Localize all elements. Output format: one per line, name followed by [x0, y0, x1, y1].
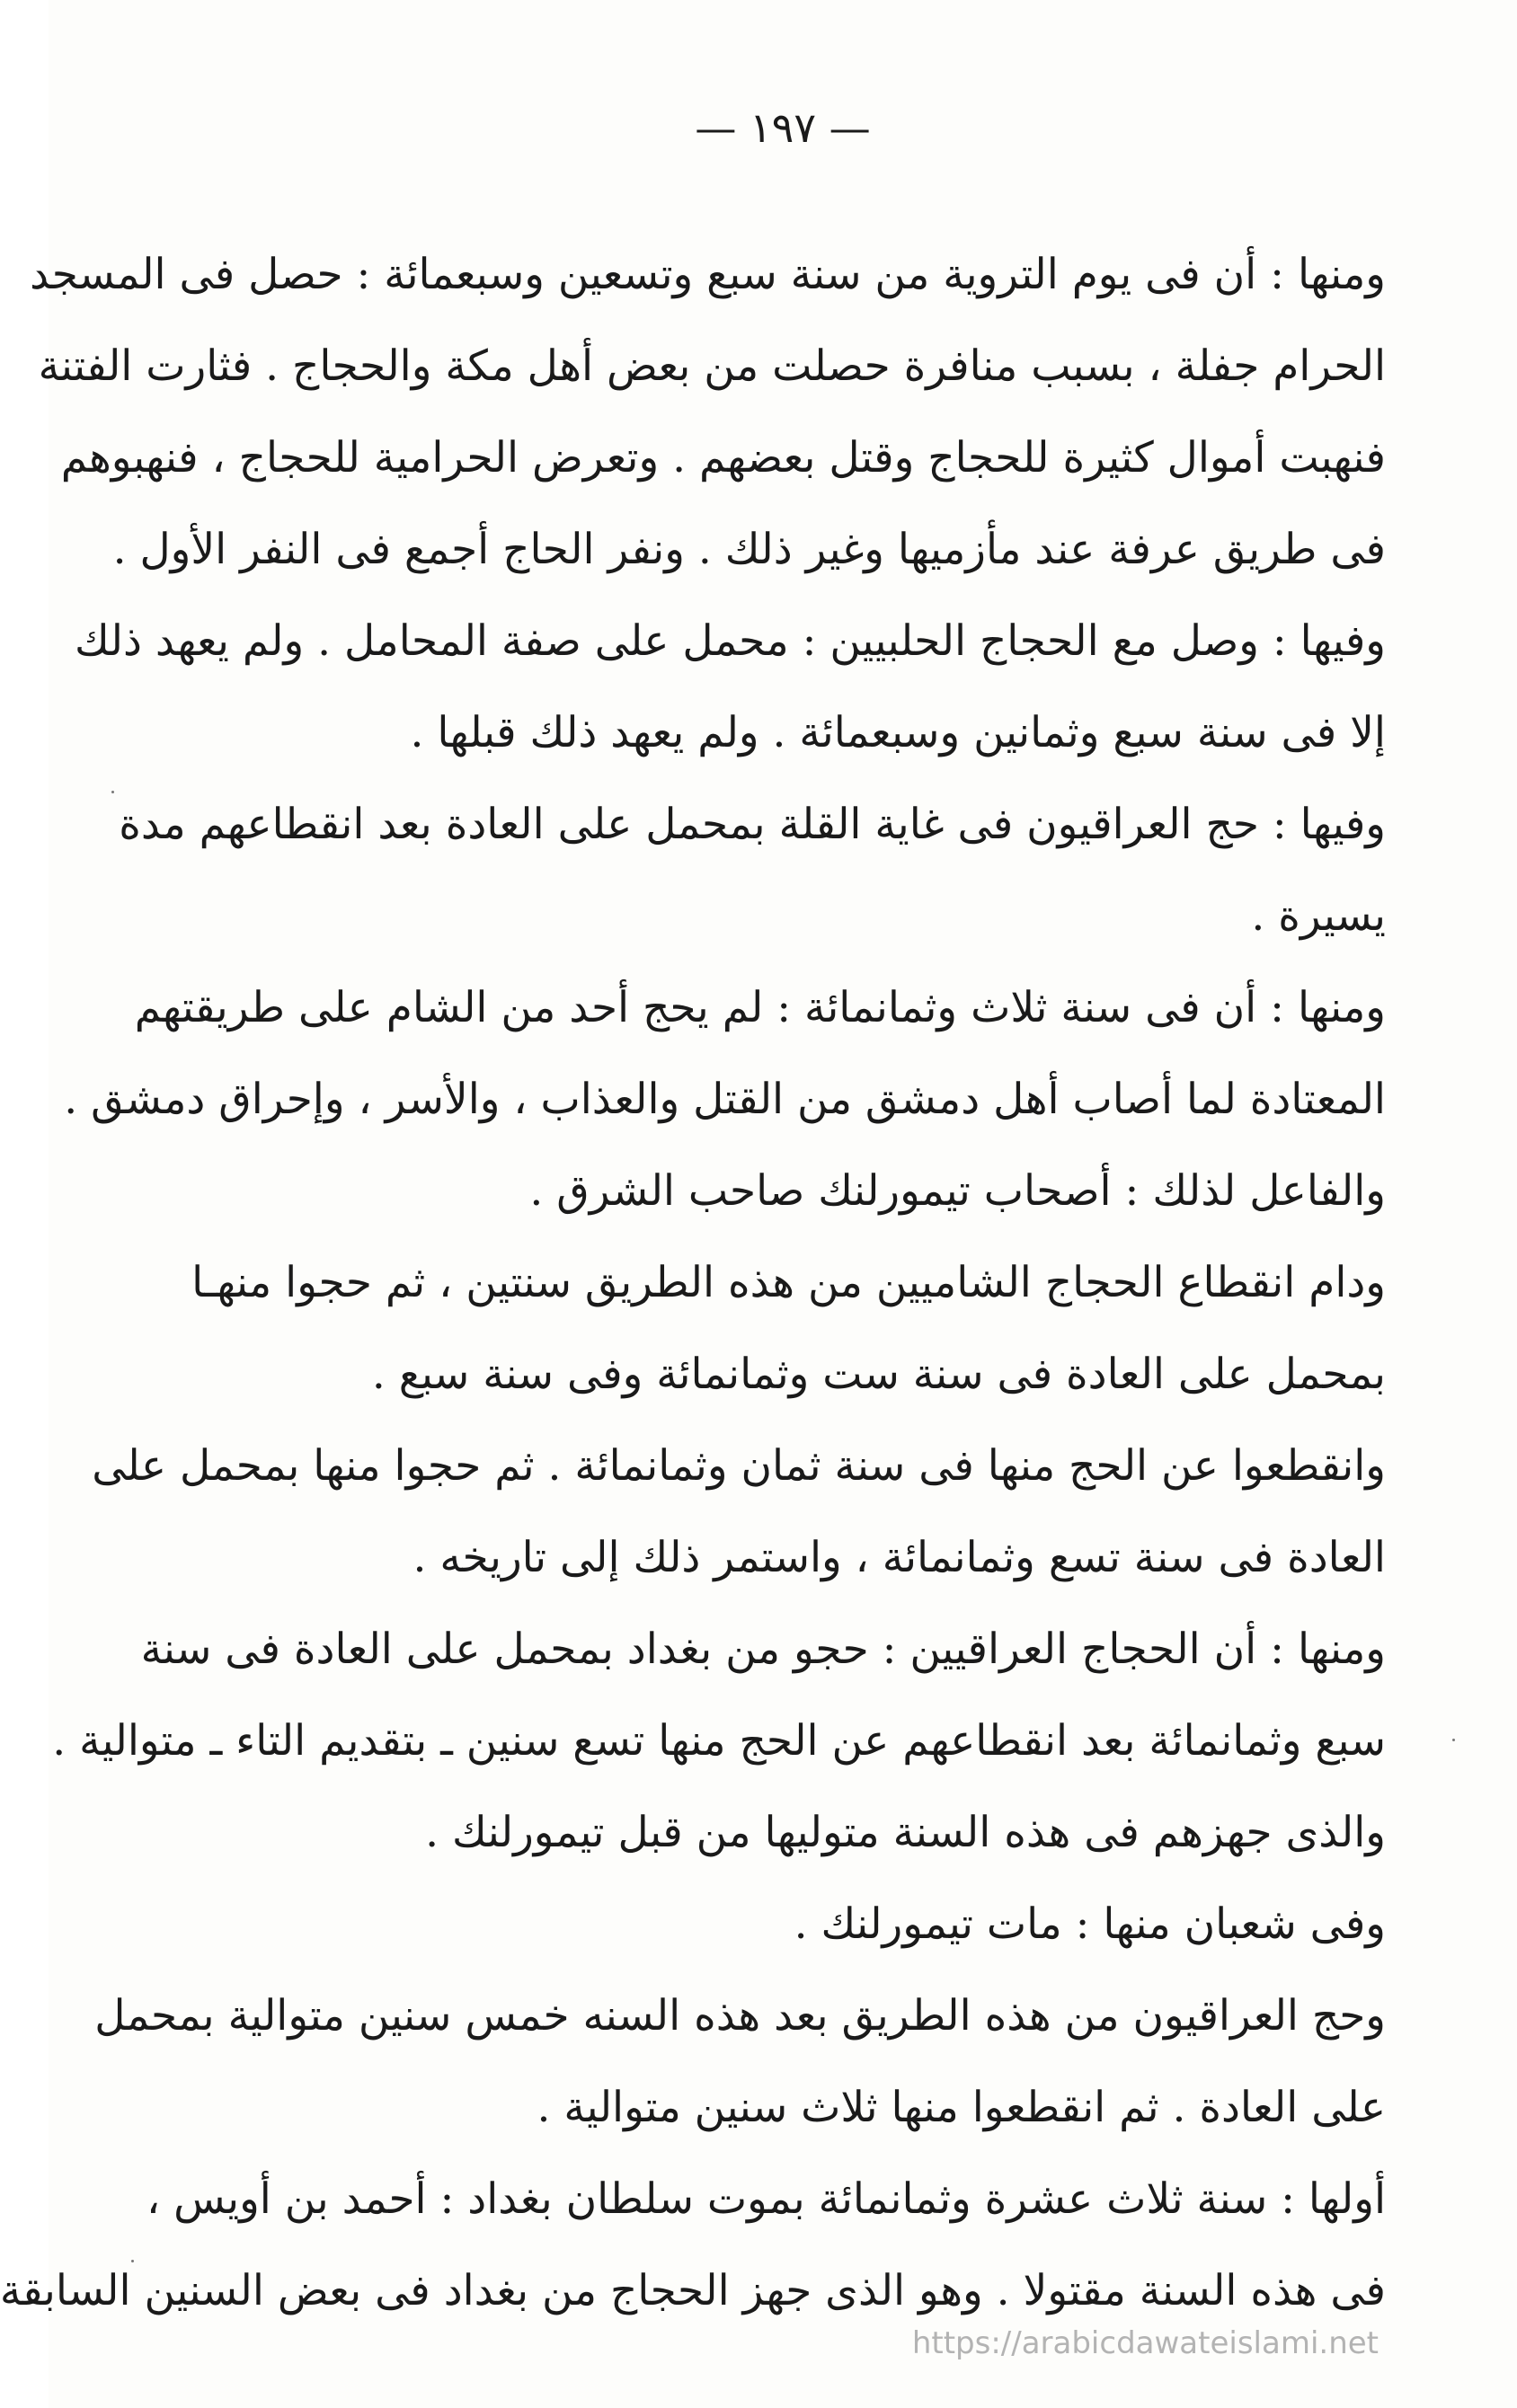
text-line: ومنها : أن الحجاج العراقيين : حجو من بغداد بمحمل على العادة فى سنة: [140, 1625, 1386, 1674]
text-line: وانقطعوا عن الحج منها فى سنة ثمان وثمانمائة . ثم حجوا منها بمحمل على: [92, 1441, 1386, 1491]
text-line: وفيها : وصل مع الحجاج الحلبيين : محمل على صفة المحامل . ولم يعهد ذلك: [75, 616, 1386, 666]
body-text: [0, 229, 1386, 2337]
text-line: يسيرة .: [1251, 891, 1386, 941]
text-line: فى طريق عرفة عند مأزميها وغير ذلك . ونفر الحاج أجمع فى النفر الأول .: [112, 525, 1386, 574]
scan-speck: [131, 2260, 134, 2262]
text-line: الحرام جفلة ، بسبب منافرة حصلت من بعض أهل مكة والحجاج . فثارت الفتنة: [38, 341, 1386, 391]
text-line: على العادة . ثم انقطعوا منها ثلاث سنين متوالية .: [537, 2083, 1386, 2132]
scan-speck: [1452, 1739, 1455, 1741]
page-number: — ١٩٧ —: [695, 103, 871, 152]
text-line: وحج العراقيون من هذه الطريق بعد هذه السنه خمس سنين متوالية بمحمل: [94, 1991, 1386, 2041]
text-line: والذى جهزهم فى هذه السنة متوليها من قبل تيمورلنك .: [425, 1808, 1386, 1857]
text-line: والفاعل لذلك : أصحاب تيمورلنك صاحب الشرق .: [529, 1166, 1386, 1216]
watermark-url: https://arabicdawateislami.net: [911, 2325, 1379, 2361]
text-line: أولها : سنة ثلاث عشرة وثمانمائة بموت سلطان بغداد : أحمد بن أويس ،: [146, 2174, 1386, 2224]
text-line: فنهبت أموال كثيرة للحجاج وقتل بعضهم . وتعرض الحرامية للحجاج ، فنهبوهم: [60, 433, 1386, 482]
text-line: ومنها : أن فى يوم التروية من سنة سبع وتسعين وسبعمائة : حصل فى المسجد: [30, 250, 1386, 299]
text-line: إلا فى سنة سبع وثمانين وسبعمائة . ولم يعهد ذلك قبلها .: [410, 708, 1386, 757]
text-line: العادة فى سنة تسع وثمانمائة ، واستمر ذلك إلى تاريخه .: [413, 1533, 1386, 1582]
text-line: وفيها : حج العراقيون فى غاية القلة بمحمل على العادة بعد انقطاعهم مدة: [119, 800, 1386, 849]
text-line: المعتادة لما أصاب أهل دمشق من القتل والعذاب ، والأسر ، وإحراق دمشق .: [64, 1075, 1386, 1124]
scan-speck: [111, 791, 114, 793]
text-line: ومنها : أن فى سنة ثلاث وثمانمائة : لم يحج أحد من الشام على طريقتهم: [134, 983, 1386, 1032]
text-line: وفى شعبان منها : مات تيمورلنك .: [794, 1899, 1386, 1949]
text-line: سبع وثمانمائة بعد انقطاعهم عن الحج منها تسع سنين ـ بتقديم التاء ـ متوالية .: [52, 1716, 1386, 1766]
text-line: فى هذه السنة مقتولا . وهو الذى جهز الحجاج من بغداد فى بعض السنين السابقة: [0, 2266, 1386, 2315]
text-line: بمحمل على العادة فى سنة ست وثمانمائة وفى سنة سبع .: [371, 1350, 1386, 1399]
text-line: ودام انقطاع الحجاج الشاميين من هذه الطريق سنتين ، ثم حجوا منهـا: [191, 1258, 1386, 1307]
